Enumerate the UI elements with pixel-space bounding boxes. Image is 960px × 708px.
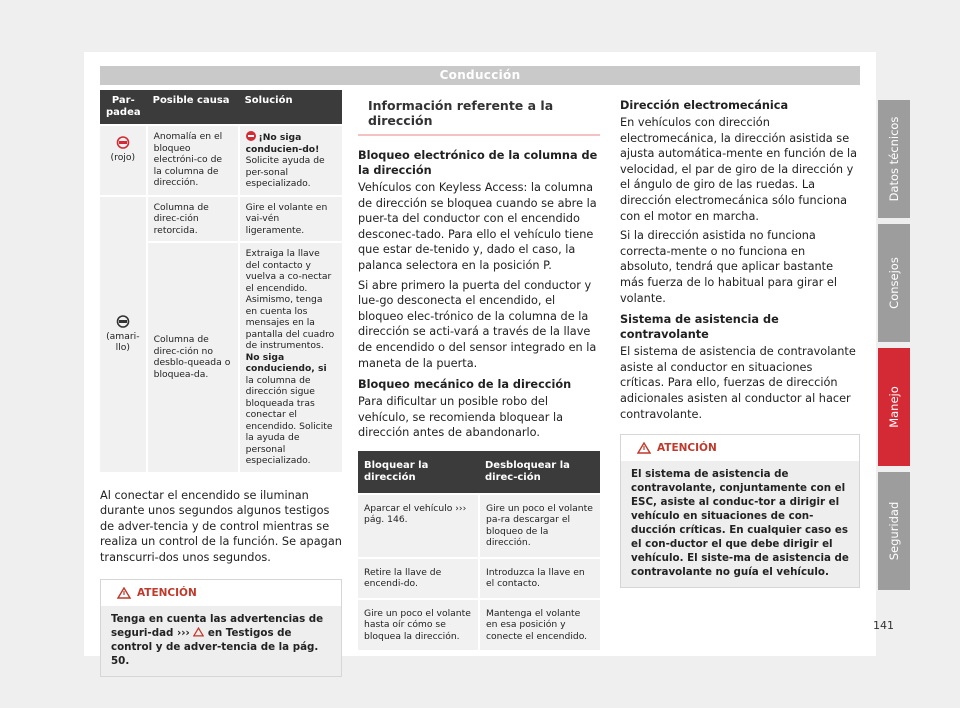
table-row: Gire un poco el volante hasta oír cómo se bloquea la dirección. Mantenga el volante en esa posición y conecte el encendido.	[358, 599, 600, 651]
solution-text: Extraiga la llave del contacto y vuelva a co-nectar el encendido. Asimismo, tenga en cuenta los mensajes en la pantalla del cuadro de instrumentos.	[245, 248, 335, 351]
table-header-solution: Solución	[239, 90, 342, 125]
subheading: Dirección electromecánica	[620, 99, 789, 112]
cause-cell: Columna de direc-ción retorcida.	[147, 196, 239, 243]
warning-link[interactable]: en Testigos de control y de adver-tencia de la pág. 50.	[111, 627, 319, 668]
cause-cell: Columna de direc-ción no desblo-queada o bloquea-da.	[147, 242, 239, 472]
page-header: Conducción	[100, 66, 860, 85]
solution-text: Solicite ayuda de per-sonal especializado.	[245, 155, 325, 189]
subheading: Sistema de asistencia de contravolante	[620, 313, 779, 342]
subheading: Bloqueo electrónico de la columna de la dirección	[358, 149, 598, 177]
paragraph: Vehículos con Keyless Access: la columna de dirección se bloquea cuando se abre la puer-ta del conductor con el encendido desconec-tado. Para ello el vehículo tiene que estar de-tenido y, dado el caso, la palanca selectora en la posición P.	[358, 181, 597, 272]
table-header-unlock: Desbloquear la direc-ción	[479, 451, 600, 494]
middle-column	[358, 90, 600, 650]
warning-box	[620, 434, 860, 588]
warning-title: ATENCIÓN	[657, 442, 717, 455]
table-row: Aparcar el vehículo ››› pág. 146. Gire un poco el volante pa-ra descargar el bloqueo de la dirección.	[358, 494, 600, 558]
paragraph: En vehículos con dirección electromecánica, la dirección asistida se ajusta automática-mente en función de la velocidad, el par de giro de la dirección y el ángulo de giro de las ruedas. La dirección electromecánica sólo funciona con el motor en marcha.	[620, 116, 858, 223]
left-paragraph: Al conectar el encendido se iluminan durante unos segundos algunos testigos de adver-tencia y de control mientras se realiza un control de la función. Se apagan transcurri-dos unos segundos.	[100, 488, 342, 564]
table-header-cause: Posible causa	[147, 90, 239, 125]
table-row	[100, 196, 342, 243]
table-header-lock: Bloquear la dirección	[358, 451, 479, 494]
warning-body: El sistema de asistencia de contravolante, conjuntamente con el ESC, asiste al conduc-tor a dirigir el vehículo en situaciones de con-ducción críticas. En cualquier caso es el con-ductor el que debe dirigir el vehículo. El siste-ma de asistencia de contravolante no guía el vehículo.	[621, 461, 859, 587]
solution-bold: No siga conduciendo, si	[245, 351, 327, 374]
warning-triangle-icon	[117, 587, 131, 599]
right-column	[620, 98, 860, 588]
steering-lock-table	[358, 451, 600, 651]
warning-title: ATENCIÓN	[137, 587, 197, 600]
warning-box	[100, 579, 342, 677]
warning-lamp-table	[100, 90, 342, 472]
table-row: Retire la llave de encendi-do. Introduzca la llave en el contacto.	[358, 558, 600, 599]
table-row	[100, 125, 342, 196]
left-column	[100, 90, 342, 677]
solution-text: Gire el volante en vai-vén ligeramente.	[239, 196, 342, 243]
paragraph: Si la dirección asistida no funciona correcta-mente o no funciona en absoluto, tendrá que aplicar bastante más fuerza de lo habitual para girar el volante.	[620, 229, 838, 305]
paragraph: Si abre primero la puerta del conductor y lue-go desconecta el encendido, el bloqueo elec-trónico de la columna de la dirección se acti-vará a través de la llave de encendido o del sensor integrado en la maneta de la puerta.	[358, 278, 597, 370]
side-tab-manejo[interactable]: Manejo	[878, 348, 910, 466]
side-tab-datos-tecnicos[interactable]: Datos técnicos	[878, 100, 910, 218]
section-title: Información referente a la dirección	[358, 90, 600, 136]
solution-text-2: la columna de dirección sigue bloqueada tras conectar el encendido. Solicite la ayuda de personal especializado.	[245, 374, 333, 466]
paragraph: El sistema de asistencia de contravolante asiste al conductor en situaciones críticas. Para ello, fuerzas de dirección adicionales asisten al conductor al hacer contravolante.	[620, 345, 856, 421]
indicator-yellow: (amari-llo)	[106, 330, 140, 353]
page-number: 141	[873, 619, 894, 632]
cause-cell: Anomalía en el bloqueo electróni-co de la columna de dirección.	[147, 125, 239, 196]
warning-triangle-icon	[637, 442, 651, 454]
warning-body-a: Tenga en cuenta las advertencias de seguri-dad ›››	[111, 613, 324, 640]
indicator-red: (rojo)	[110, 152, 136, 163]
side-tab-consejos[interactable]: Consejos	[878, 224, 910, 342]
paragraph: Para dificultar un posible robo del vehículo, se recomienda bloquear la dirección antes de abandonarlo.	[358, 395, 564, 440]
solution-bold: ¡No siga conducien-do!	[245, 132, 320, 155]
table-header-flashes: Par- padea	[100, 90, 147, 125]
steering-lock-red-icon	[116, 136, 130, 149]
stop-icon	[246, 131, 256, 141]
steering-lock-yellow-icon	[116, 315, 130, 328]
subheading: Bloqueo mecánico de la dirección	[358, 378, 572, 392]
side-tab-seguridad[interactable]: Seguridad	[878, 472, 910, 590]
warning-small-icon	[193, 627, 204, 637]
